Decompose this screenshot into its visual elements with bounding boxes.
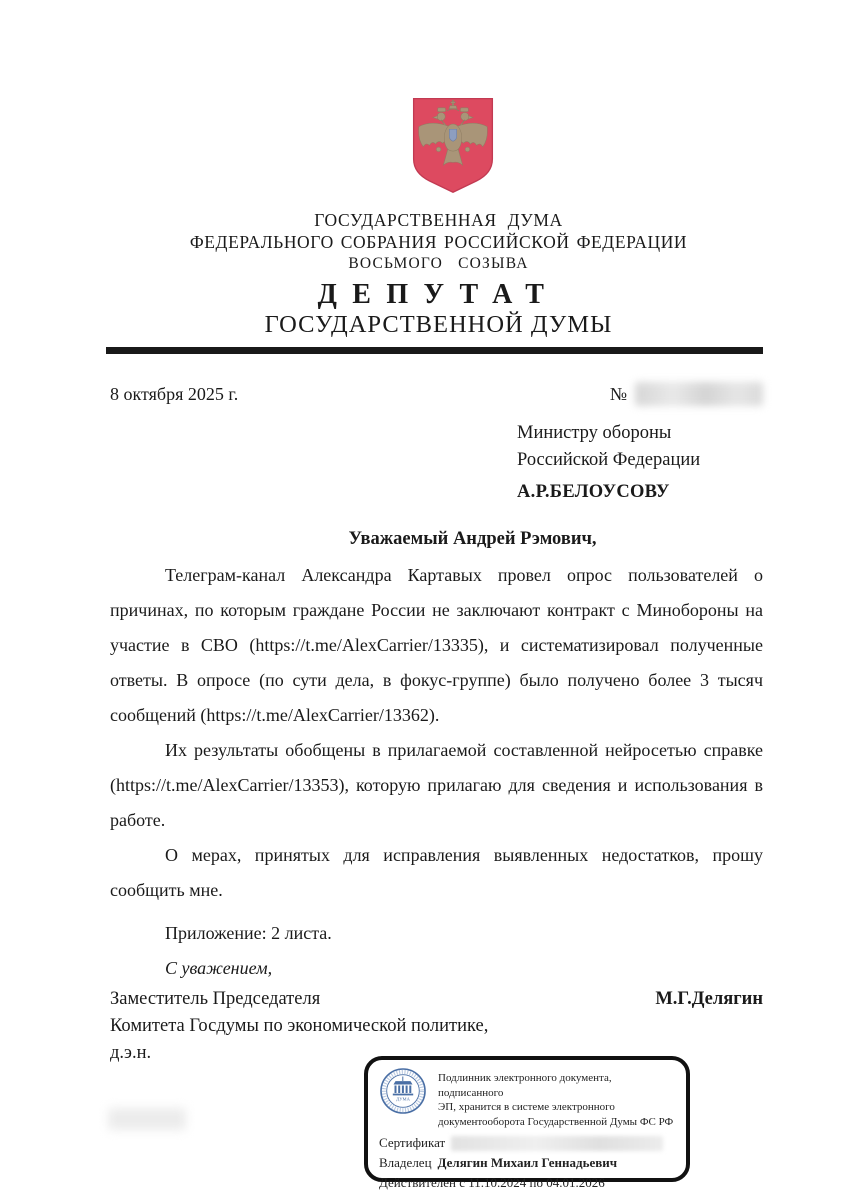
stamp-info-line1: Подлинник электронного документа, подписанного [438,1072,612,1099]
esignature-stamp [364,1056,690,1190]
signer-position-line1: Заместитель Председателя [110,989,321,1009]
addressee-line1: Министру обороны [517,423,672,443]
signer-position-line2: Комитета Госдумы по экономической политике, [110,1016,489,1036]
body-paragraph-3: О мерах, принятых для исправления выявленных недостатков, прошу сообщить мне. [110,845,763,900]
redacted-certificate [451,1136,663,1151]
org-name-line2: ФЕДЕРАЛЬНОГО СОБРАНИЯ РОССИЙСКОЙ ФЕДЕРАЦИИ [189,232,688,252]
owner-name: Делягин Михаил Геннадьевич [437,1155,618,1170]
deputy-subtitle: ГОСУДАРСТВЕННОЙ ДУМЫ [264,311,613,338]
letterhead-divider [106,347,763,354]
letter-number-group [610,382,763,406]
deputy-title: ДЕПУТАТ [317,279,560,310]
closing-phrase: С уважением, [165,958,273,978]
certificate-label: Сертификат [379,1135,446,1150]
coat-of-arms [0,0,849,199]
stamp-info-line3: документооборота Государственной Думы ФС РФ [438,1115,674,1128]
number-sign: № [609,384,627,404]
letterhead [0,209,849,339]
addressee-name: А.Р.БЕЛОУСОВУ [517,482,670,502]
stamp-info-text [438,1067,675,1129]
signer-name: М.Г.Делягин [655,989,763,1009]
signature-block [110,986,763,1067]
attachment-note: Приложение: 2 листа. [165,923,332,943]
meta-row [110,382,763,406]
owner-label: Владелец [379,1155,432,1170]
org-name-line3: ВОСЬМОГО СОЗЫВА [348,255,529,272]
redacted-artifact [108,1108,186,1130]
duma-emblem-icon [379,1067,427,1115]
salutation: Уважаемый Андрей Рэмович, [348,529,597,549]
addressee-block [517,420,763,506]
stamp-info-line2: ЭП, хранится в системе электронного [438,1101,615,1113]
org-name-line1: ГОСУДАРСТВЕННАЯ ДУМА [314,210,563,230]
addressee-line2: Российской Федерации [517,450,701,470]
signer-position-line3: д.э.н. [110,1043,152,1063]
letter-date: 8 октября 2025 г. [110,384,239,404]
duma-emblem-text: ДУМА [396,1096,410,1102]
validity-period: Действителен с 11.10.2024 по 04.01.2026 [379,1175,605,1190]
redacted-number [635,382,763,406]
coat-of-arms-icon [409,96,497,194]
body-paragraph-1: Телеграм-канал Александра Картавых провел опрос пользователей о причинах, по которым граждане России не заключают контракт с Минобороны на участие в СВО (https://t.me/AlexCarrier/13335), и систематизировал полученные ответы. В опросе (по сути дела, в фокус-группе) было получено более 3 тысяч сообщений (https://t.me/AlexCarrier/13362). [110,565,763,725]
body-paragraph-2: Их результаты обобщены в прилагаемой составленной нейросетью справке (https://t.me/AlexCarrier/13353), которую прилагаю для сведения и использования в работе. [110,740,763,830]
